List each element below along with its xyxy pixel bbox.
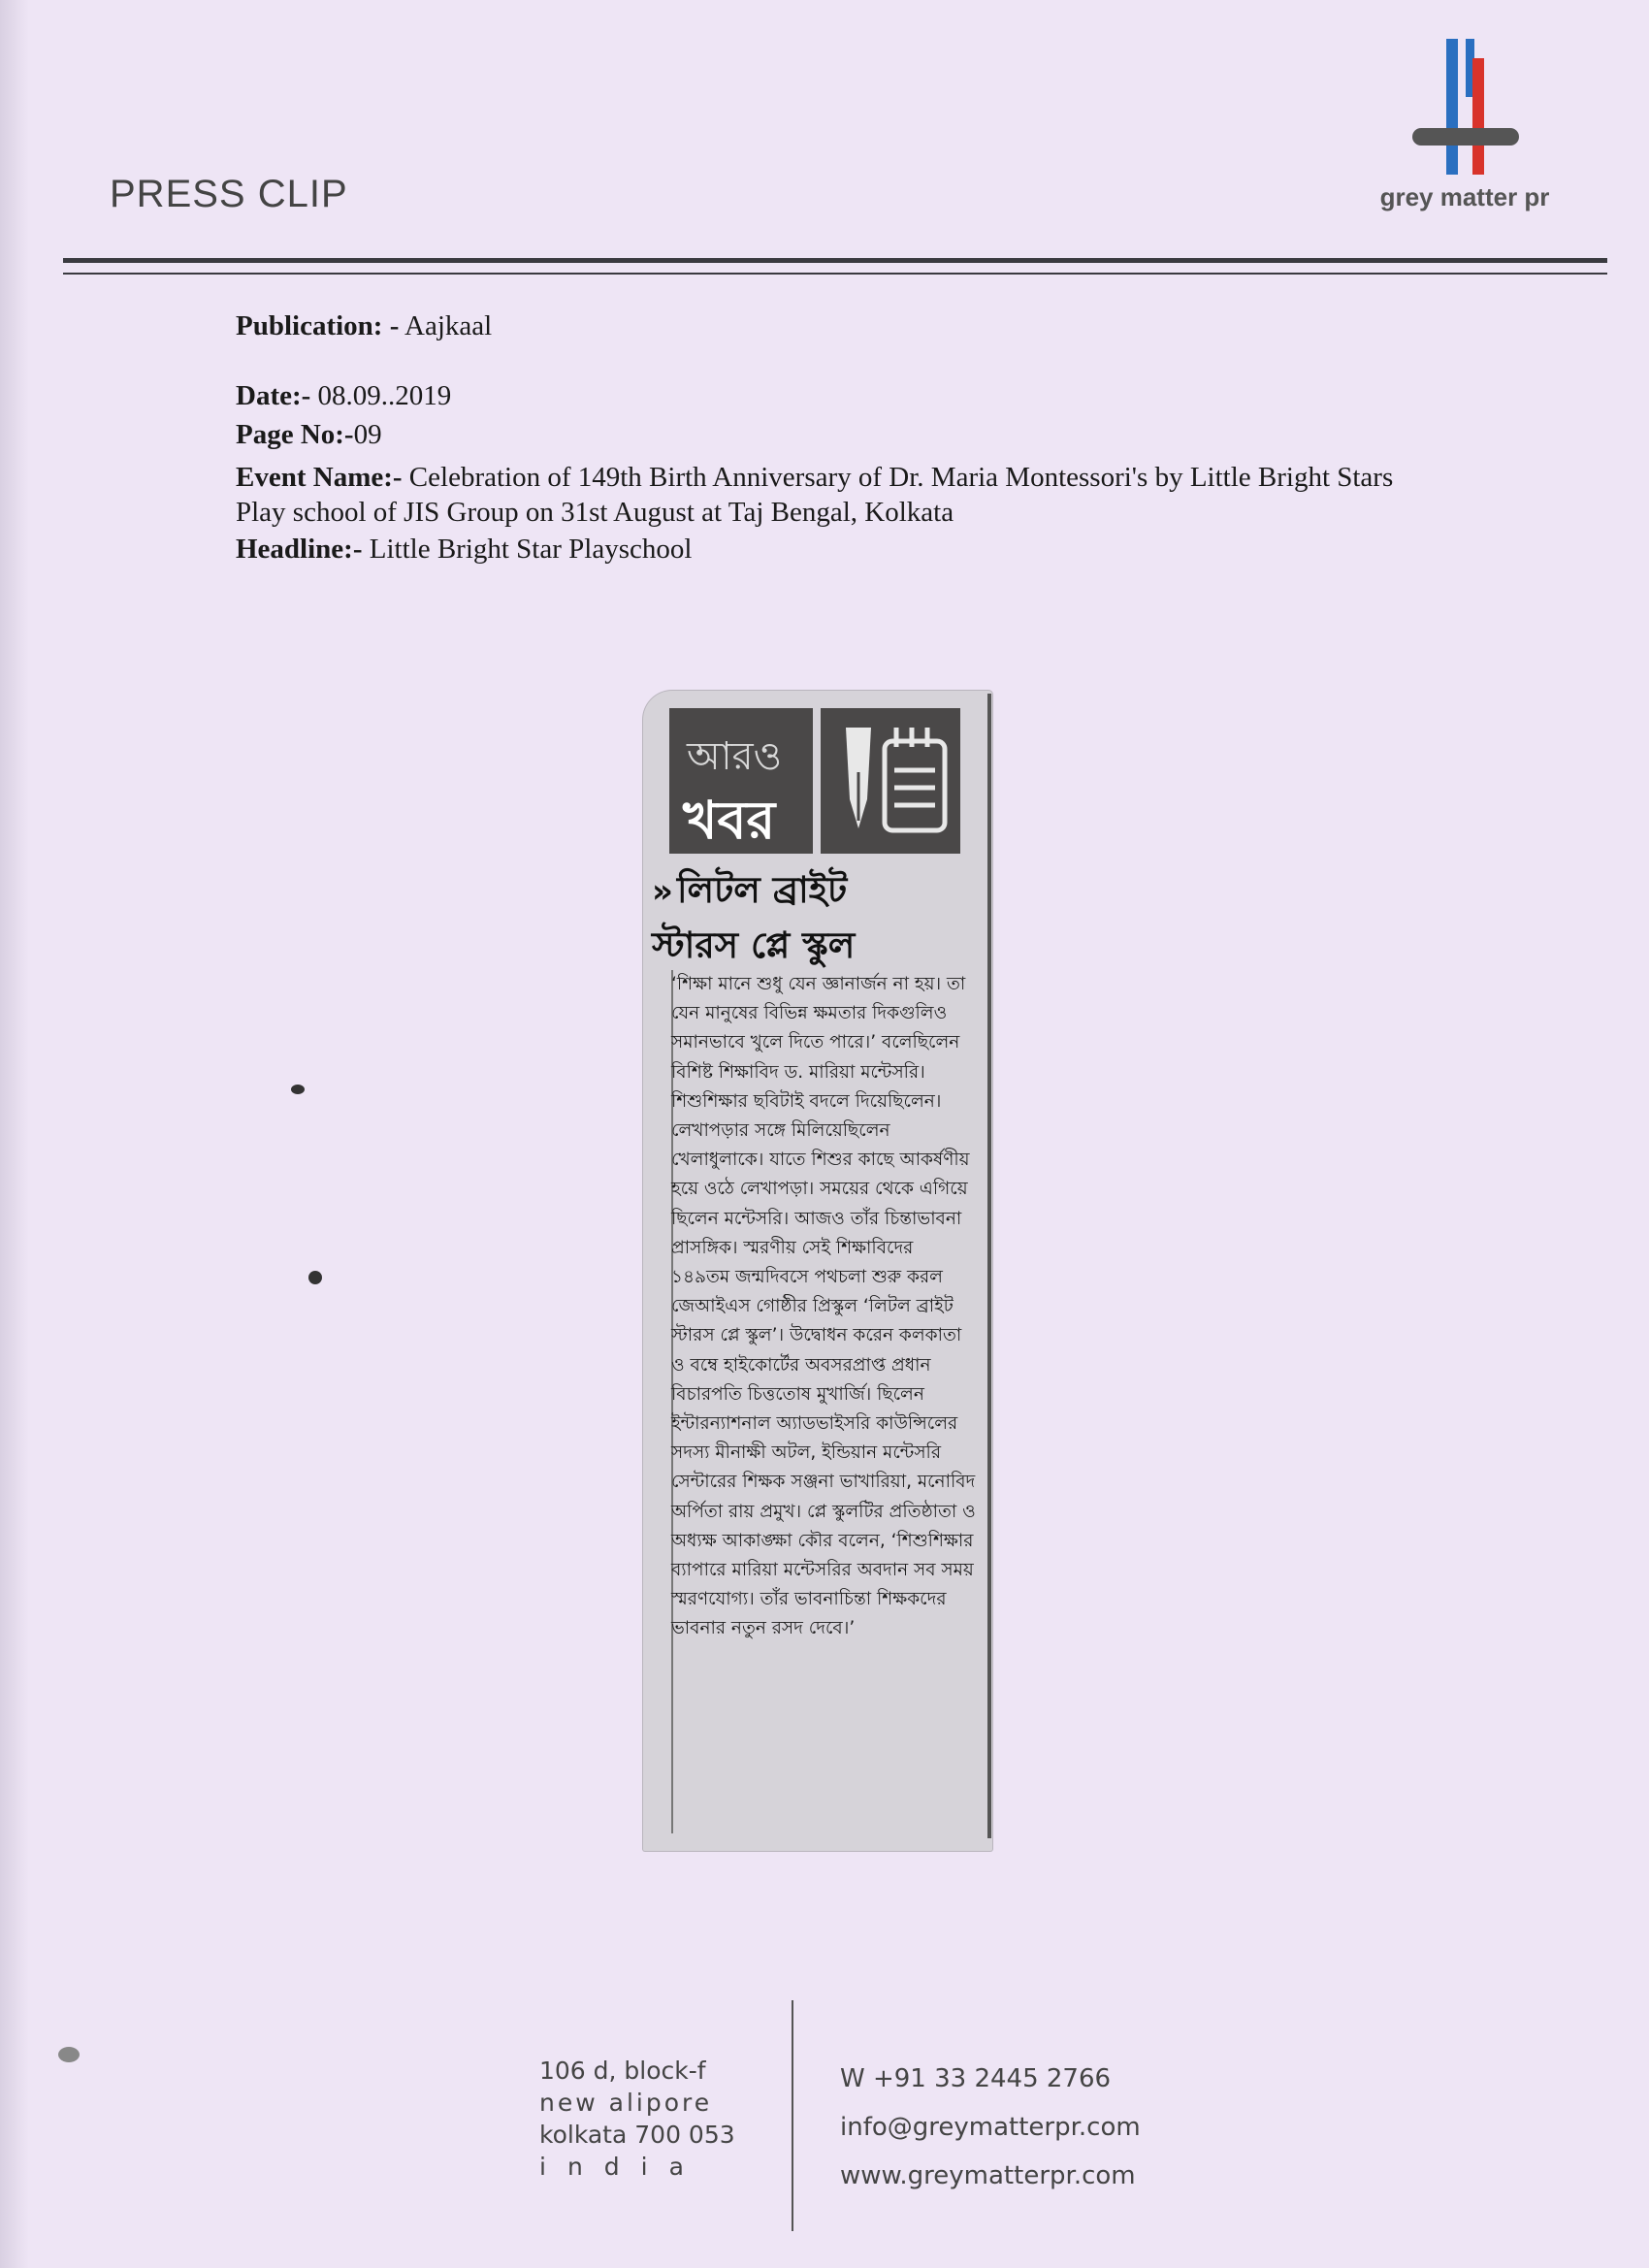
page-edge bbox=[0, 0, 29, 2268]
headline-value: Little Bright Star Playschool bbox=[369, 534, 693, 565]
scan-speck bbox=[291, 1085, 305, 1094]
date-value: 08.09..2019 bbox=[317, 380, 452, 411]
page-title: PRESS CLIP bbox=[110, 173, 348, 215]
clipping-headline-line2: স্টারস প্লে স্কুল bbox=[652, 924, 856, 966]
grey-matter-logo bbox=[1368, 39, 1562, 223]
address-line-3: kolkata 700 053 bbox=[539, 2121, 735, 2149]
clipping-headline bbox=[652, 863, 982, 973]
publication-value: Aajkaal bbox=[404, 310, 493, 341]
footer-phone: W +91 33 2445 2766 bbox=[840, 2064, 1112, 2093]
scan-speck bbox=[58, 2047, 80, 2062]
footer-address bbox=[539, 2055, 735, 2183]
clipping-right-rule bbox=[987, 694, 991, 1838]
clipping-body-text: ‘শিক্ষা মানে শুধু যেন জ্ঞানার্জন না হয়। তা যেন মানুষের বিভিন্ন ক্ষমতার দিকগুলিও সমানভাবে খুলে দিতে পারে।’ বলেছিলেন বিশিষ্ট শিক্ষাবিদ ড. মারিয়া মন্টেসরি। শিশুশিক্ষার ছবিটাই বদলে দিয়েছিলেন। লেখাপড়ার সঙ্গে মিলিয়েছিলেন খেলাধুলাকে। যাতে শিশুর কাছে আকর্ষণীয় হয়ে ওঠে লেখাপড়া। সময়ের থেকে এগিয়ে ছিলেন মন্টেসরি। আজও তাঁর চিন্তাভাবনা প্রাসঙ্গিক। স্মরণীয় সেই শিক্ষাবিদের ১৪৯তম জন্মদিবসে পথচলা শুরু করল জেআইএস গোষ্ঠীর প্রিস্কুল ‘লিটল ব্রাইট স্টারস প্লে স্কুল’। উদ্বোধন করেন কলকাতা ও বম্বে হাইকোর্টের অবসরপ্রাপ্ত প্রধান বিচারপতি চিত্ততোষ মুখার্জি। ছিলেন ইন্টারন্যাশনাল অ্যাডভাইসরি কাউন্সিলের সদস্য মীনাক্ষী অটল, ইন্ডিয়ান মন্টেসরি সেন্টারের শিক্ষক সঞ্জনা ভাখারিয়া, মনোবিদ অর্পিতা রায় প্রমুখ। প্লে স্কুলটির প্রতিষ্ঠাতা ও অধ্যক্ষ আকাঙ্ক্ষা কৌর বলেন, ‘শিশুশিক্ষার ব্যাপারে মারিয়া মন্টেসরির অবদান সব সময় স্মরণযোগ্য। তাঁর ভাবনাচিন্তা শিক্ষকদের ভাবনার নতুন রসদ দেবে।’ bbox=[671, 974, 976, 1639]
footer-divider bbox=[792, 2000, 793, 2231]
header-rule bbox=[63, 258, 1607, 263]
clipping-masthead bbox=[669, 708, 960, 854]
date-line bbox=[236, 378, 1439, 413]
page-number-line bbox=[236, 417, 1439, 452]
headline-line bbox=[236, 532, 1439, 567]
footer-website: www.greymatterpr.com bbox=[840, 2161, 1136, 2190]
footer-email: info@greymatterpr.com bbox=[840, 2113, 1141, 2142]
address-line-1: 106 d, block-f bbox=[539, 2057, 706, 2085]
masthead-bottom: খবর bbox=[683, 790, 776, 851]
event-value: Celebration of 149th Birth Anniversary of Dr. Maria Montessori's by Little Bright Stars Play school of JIS Group on 31st August at Taj Bengal, Kolkata bbox=[236, 462, 1394, 528]
event-label: Event Name:- bbox=[236, 462, 403, 493]
logo-bars-icon bbox=[1412, 39, 1519, 184]
scan-speck bbox=[308, 1271, 322, 1284]
publication-line bbox=[236, 308, 1439, 343]
pen-and-notepad-icon bbox=[824, 714, 956, 850]
header-rule-thin bbox=[63, 273, 1607, 275]
masthead-top: আরও bbox=[687, 734, 783, 779]
footer-contact bbox=[840, 2055, 1141, 2200]
address-line-4: india bbox=[539, 2153, 705, 2181]
headline-label: Headline:- bbox=[236, 534, 363, 565]
double-chevron-icon: » bbox=[652, 872, 665, 911]
masthead-text-box bbox=[669, 708, 813, 854]
event-name-line bbox=[236, 460, 1439, 530]
date-label: Date:- bbox=[236, 380, 311, 411]
publication-label: Publication: - bbox=[236, 310, 400, 341]
page-label: Page No:- bbox=[236, 419, 354, 450]
clipping-headline-line1: লিটল ব্রাইট bbox=[676, 869, 848, 911]
address-line-2: new alipore bbox=[539, 2089, 713, 2117]
page-value: 09 bbox=[353, 419, 382, 450]
logo-text: grey matter pr bbox=[1379, 182, 1550, 211]
